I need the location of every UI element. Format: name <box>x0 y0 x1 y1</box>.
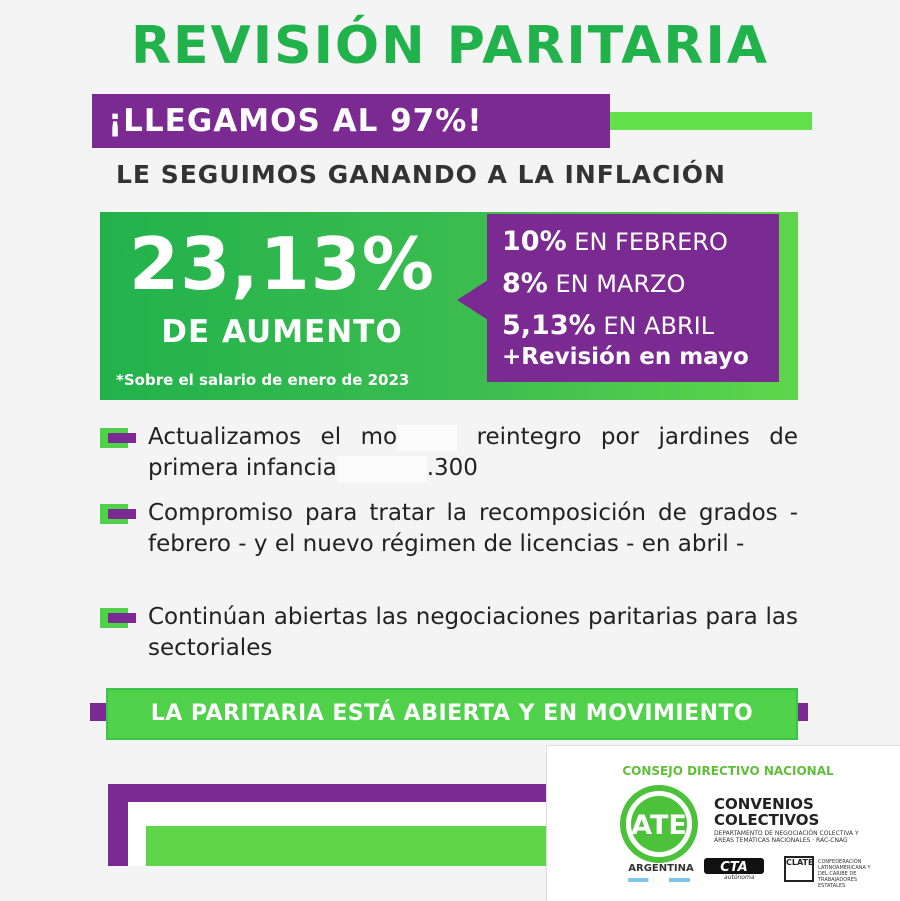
flag-bar <box>628 878 690 882</box>
consejo-label: CONSEJO DIRECTIVO NACIONAL <box>622 764 834 778</box>
achievement-banner-text: ¡LLEGAMOS AL 97%! <box>108 103 483 139</box>
breakdown-pct: 10% <box>502 226 567 257</box>
footer-banner-text: LA PARITARIA ESTÁ ABIERTA Y EN MOVIMIENTO <box>150 701 754 726</box>
clate-subtitle: CONFEDERACIÓN LATINOAMERICANA Y DEL CARIBE DE TRABAJADORES ESTATALES <box>818 859 871 889</box>
ate-logo-text: ATE <box>631 810 687 841</box>
total-increase-value: 23,13% <box>129 222 435 306</box>
subtitle: LE SEGUIMOS GANANDO A LA INFLACIÓN <box>116 160 726 189</box>
bullet-icon <box>100 504 136 524</box>
breakdown-item-abr <box>502 310 782 341</box>
convenios-title <box>714 796 854 828</box>
breakdown-pct: 5,13% <box>502 310 596 341</box>
bullet-text: Compromiso para tratar la recomposición de grados - febrero - y el nuevo régimen de licencias - en abril - <box>148 500 798 557</box>
increase-label: DE AUMENTO <box>161 314 403 350</box>
breakdown-month: EN ABRIL <box>603 312 715 340</box>
convenios-line: COLECTIVOS <box>714 811 820 829</box>
revision-note: +Revisión en mayo <box>502 344 749 370</box>
bullet-item <box>100 498 800 594</box>
bullet-text <box>148 422 798 484</box>
convenios-subtitle: DEPARTAMENTO DE NEGOCIACIÓN COLECTIVA Y ÁREAS TEMÁTICAS NACIONALES · RAC-CNAG <box>714 830 859 844</box>
footer-banner <box>106 688 798 740</box>
breakdown-item-mar <box>502 268 782 299</box>
bullet-item <box>100 422 800 486</box>
cta-subtitle: autónoma <box>724 874 755 881</box>
breakdown-month: EN MARZO <box>555 270 686 298</box>
page-title: REVISIÓN PARITARIA <box>130 16 770 76</box>
bullet-text-part: reintegro por jardines de primera infancia <box>148 424 799 481</box>
bullet-item <box>100 602 800 666</box>
convenios-line: CONVENIOS <box>714 795 814 813</box>
breakdown-pct: 8% <box>502 268 548 299</box>
argentina-label: ARGENTINA <box>628 863 694 874</box>
bullet-icon <box>100 608 136 628</box>
bullet-text-part: .300 <box>426 455 478 481</box>
ate-logo-icon <box>620 785 698 863</box>
redacted-area <box>397 425 457 451</box>
callout-pointer <box>457 280 488 320</box>
cta-logo-text: CTA <box>720 860 748 875</box>
breakdown-month: EN FEBRERO <box>574 228 728 256</box>
bullet-icon <box>100 428 136 448</box>
clate-logo-text: CLATE <box>786 858 814 867</box>
redacted-area <box>337 456 427 482</box>
bullet-text: Continúan abiertas las negociaciones paritarias para las sectoriales <box>148 604 798 661</box>
breakdown-item-feb <box>502 226 782 257</box>
achievement-banner <box>92 94 610 148</box>
bullet-text-part: Actualizamos el mo <box>148 424 398 450</box>
increase-footnote: *Sobre el salario de enero de 2023 <box>116 371 410 389</box>
